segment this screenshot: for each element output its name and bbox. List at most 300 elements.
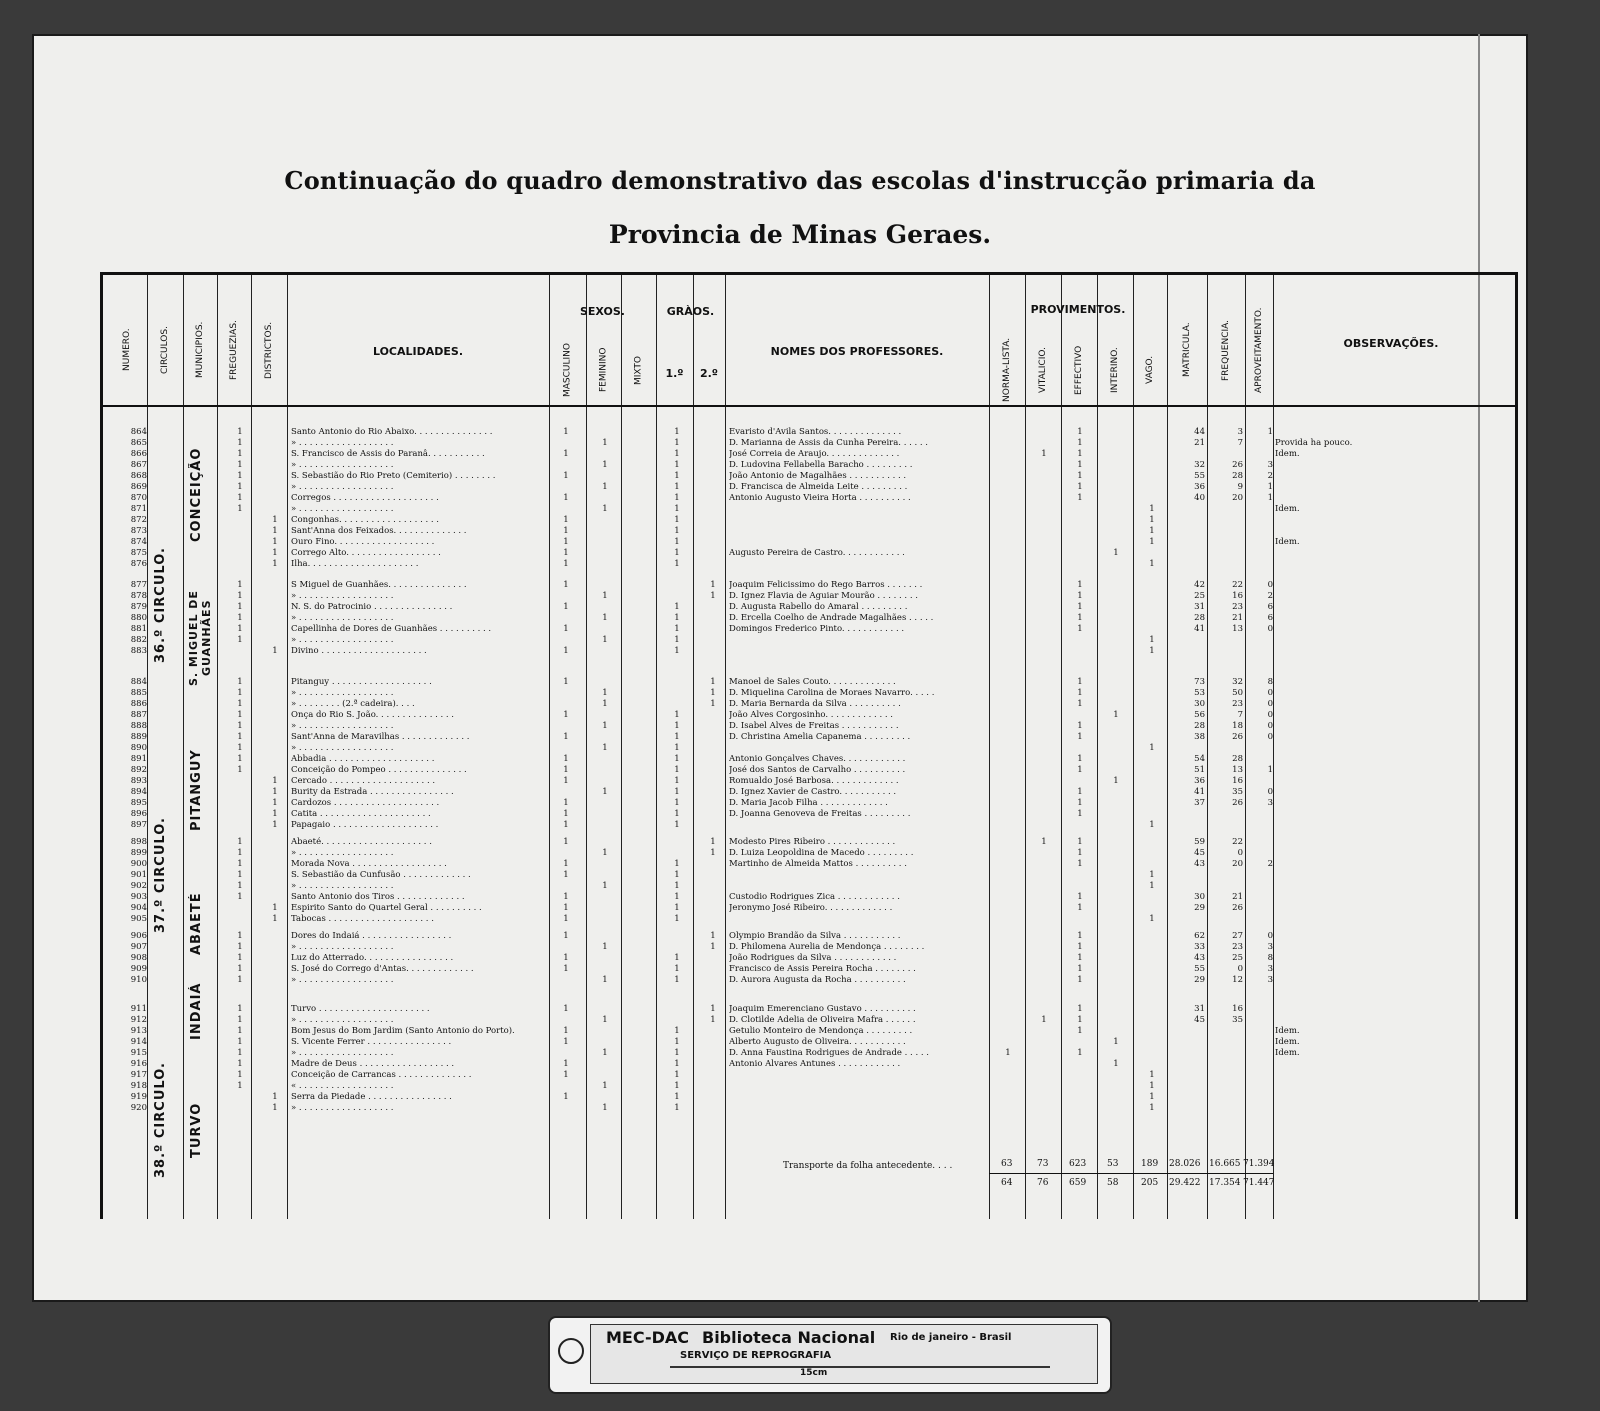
table-row — [103, 1103, 1509, 1113]
cell-loc: » . . . . . . . . . . . . . . . . . . — [291, 613, 394, 623]
cell-n: 896 — [130, 809, 147, 819]
cell-mat: 29 — [1194, 975, 1205, 985]
table-row — [103, 765, 1509, 775]
table-row — [103, 892, 1509, 902]
stamp-library: Biblioteca Nacional — [702, 1328, 876, 1347]
header-vitalicio: VITALICIO. — [1038, 347, 1048, 393]
table-row — [103, 438, 1509, 448]
cell-mat: 45 — [1194, 1015, 1205, 1025]
cell-n: 884 — [130, 677, 147, 687]
cell-ap: 3 — [1267, 964, 1273, 974]
cell-m: 1 — [563, 537, 569, 547]
cell-fr: 1 — [237, 493, 243, 503]
table-row — [103, 848, 1509, 858]
cell-g1: 1 — [674, 1070, 680, 1080]
table-row — [103, 699, 1509, 709]
table-row — [103, 931, 1509, 941]
table-row — [103, 1048, 1509, 1058]
cell-fr: 1 — [237, 460, 243, 470]
cell-ap: 6 — [1267, 602, 1273, 612]
cell-g1: 1 — [674, 515, 680, 525]
cell-fq: 32 — [1232, 677, 1243, 687]
cell-loc: Burity da Estrada . . . . . . . . . . . . . . . . — [291, 787, 454, 797]
cell-n: 866 — [130, 449, 147, 459]
table-row — [103, 1092, 1509, 1102]
cell-n: 888 — [130, 721, 147, 731]
cell-n: 892 — [130, 765, 147, 775]
cell-loc: Tabocas . . . . . . . . . . . . . . . . . . . . — [291, 914, 434, 924]
cell-n: 908 — [130, 953, 147, 963]
cell-fr: 1 — [237, 754, 243, 764]
header-observacoes: OBSERVAÇÕES. — [1343, 337, 1439, 350]
table-row — [103, 677, 1509, 687]
cell-loc: Corregos . . . . . . . . . . . . . . . . . . . . — [291, 493, 439, 503]
cell-di: 1 — [272, 537, 278, 547]
cell-ap: 0 — [1267, 624, 1273, 634]
cell-fq: 26 — [1232, 798, 1243, 808]
cell-n: 913 — [130, 1026, 147, 1036]
cell-prof: D. Augusta Rabello do Amaral . . . . . . . . . — [729, 602, 908, 612]
cell-f: 1 — [602, 591, 608, 601]
cell-di: 1 — [272, 914, 278, 924]
cell-ap: 2 — [1267, 859, 1273, 869]
cell-g1: 1 — [674, 646, 680, 656]
cell-g1: 1 — [674, 975, 680, 985]
cell-mat: 36 — [1194, 776, 1205, 786]
header-grau2: 2.º — [699, 367, 719, 380]
cell-prof: D. Anna Faustina Rodrigues de Andrade . . . . . — [729, 1048, 929, 1058]
cell-di: 1 — [272, 559, 278, 569]
cell-f: 1 — [602, 975, 608, 985]
cell-loc: S. Sebastião da Cunfusão . . . . . . . . . . . . . — [291, 870, 471, 880]
header-freguezias: FREGUEZIAS. — [229, 320, 239, 380]
cell-n: 909 — [130, 964, 147, 974]
cell-ap: 0 — [1267, 732, 1273, 742]
cell-fq: 28 — [1232, 754, 1243, 764]
cell-n: 910 — [130, 975, 147, 985]
cell-ef: 1 — [1077, 765, 1083, 775]
cell-m: 1 — [563, 602, 569, 612]
cell-fr: 1 — [237, 699, 243, 709]
cell-n: 864 — [130, 427, 147, 437]
cell-loc: » . . . . . . . . . . . . . . . . . . — [291, 635, 394, 645]
cell-prof: Antonio Alvares Antunes . . . . . . . . . . . . — [729, 1059, 901, 1069]
cell-prof: D. Christina Amelia Capanema . . . . . . . . . — [729, 732, 911, 742]
cell-loc: Santo Antonio dos Tiros . . . . . . . . . . . . . — [291, 892, 465, 902]
table-row — [103, 1026, 1509, 1036]
cell-va: 1 — [1149, 537, 1155, 547]
cell-loc: » . . . . . . . . . . . . . . . . . . — [291, 1048, 394, 1058]
cell-m: 1 — [563, 809, 569, 819]
cell-fr: 1 — [237, 635, 243, 645]
cell-ef: 1 — [1077, 438, 1083, 448]
cell-fq: 7 — [1237, 710, 1243, 720]
cell-fr: 1 — [237, 471, 243, 481]
cell-ef: 1 — [1077, 493, 1083, 503]
cell-mat: 55 — [1194, 964, 1205, 974]
cell-ef: 1 — [1077, 732, 1083, 742]
cell-g1: 1 — [674, 504, 680, 514]
table-row — [103, 776, 1509, 786]
cell-fr: 1 — [237, 688, 243, 698]
cell-n: 867 — [130, 460, 147, 470]
cell-g1: 1 — [674, 892, 680, 902]
cell-f: 1 — [602, 743, 608, 753]
stamp-service: SERVIÇO DE REPROGRAFIA — [680, 1350, 832, 1361]
cell-prof: Evaristo d'Avila Santos. . . . . . . . . . . . . . — [729, 427, 902, 437]
transporte-aproveitamento: 71.394 — [1243, 1159, 1275, 1169]
cell-fr: 1 — [237, 953, 243, 963]
cell-n: 900 — [130, 859, 147, 869]
cell-di: 1 — [272, 526, 278, 536]
cell-loc: » . . . . . . . . . . . . . . . . . . — [291, 1015, 394, 1025]
cell-mat: 43 — [1194, 859, 1205, 869]
cell-va: 1 — [1149, 1092, 1155, 1102]
cell-m: 1 — [563, 870, 569, 880]
group-conceicao: CONCEIÇÃO — [189, 447, 204, 543]
cell-g1: 1 — [674, 559, 680, 569]
cell-n: 899 — [130, 848, 147, 858]
cell-va: 1 — [1149, 870, 1155, 880]
table-row — [103, 820, 1509, 830]
group-turvo: TURVO — [189, 1102, 204, 1158]
cell-f: 1 — [602, 688, 608, 698]
cell-g1: 1 — [674, 438, 680, 448]
cell-ef: 1 — [1077, 754, 1083, 764]
total-effectivo: 659 — [1069, 1178, 1087, 1188]
cell-fq: 27 — [1232, 931, 1243, 941]
header-masculino: MASCULINO — [562, 343, 573, 397]
cell-n: 869 — [130, 482, 147, 492]
table-row — [103, 482, 1509, 492]
table-row — [103, 1081, 1509, 1091]
cell-loc: » . . . . . . . . . . . . . . . . . . — [291, 721, 394, 731]
table-row — [103, 914, 1509, 924]
cell-ap: 3 — [1267, 460, 1273, 470]
header-circulos: CIRCULOS. — [160, 326, 170, 374]
total-aproveitamento: 71.447 — [1243, 1178, 1275, 1188]
cell-g1: 1 — [674, 613, 680, 623]
cell-g2: 1 — [710, 1015, 716, 1025]
cell-fr: 1 — [237, 602, 243, 612]
cell-va: 1 — [1149, 504, 1155, 514]
table-row — [103, 591, 1509, 601]
cell-n: 893 — [130, 776, 147, 786]
cell-di: 1 — [272, 787, 278, 797]
cell-fq: 23 — [1232, 942, 1243, 952]
cell-n: 890 — [130, 743, 147, 753]
total-matricula: 29.422 — [1169, 1178, 1201, 1188]
cell-g1: 1 — [674, 635, 680, 645]
cell-g2: 1 — [710, 688, 716, 698]
cell-mat: 59 — [1194, 837, 1205, 847]
clip-icon — [558, 1338, 584, 1364]
cell-g1: 1 — [674, 471, 680, 481]
cell-loc: » . . . . . . . . . . . . . . . . . . — [291, 942, 394, 952]
cell-va: 1 — [1149, 646, 1155, 656]
cell-fq: 16 — [1232, 776, 1243, 786]
cell-ef: 1 — [1077, 688, 1083, 698]
cell-loc: « . . . . . . . . . . . . . . . . . . — [291, 1081, 394, 1091]
cell-no: 1 — [1005, 1048, 1011, 1058]
transporte-vago: 189 — [1141, 1159, 1159, 1169]
cell-n: 873 — [130, 526, 147, 536]
cell-g1: 1 — [674, 903, 680, 913]
total-interino: 58 — [1107, 1178, 1119, 1188]
cell-di: 1 — [272, 548, 278, 558]
cell-vi: 1 — [1041, 837, 1047, 847]
cell-fr: 1 — [237, 870, 243, 880]
table-row — [103, 537, 1509, 547]
cell-m: 1 — [563, 1070, 569, 1080]
cell-fr: 1 — [237, 975, 243, 985]
cell-vi: 1 — [1041, 1015, 1047, 1025]
cell-loc: Conceição de Carrancas . . . . . . . . . . . . . . — [291, 1070, 472, 1080]
table-row — [103, 710, 1509, 720]
group-indaia: INDAIÁ — [189, 982, 204, 1040]
cell-fr: 1 — [237, 859, 243, 869]
cell-prof: João Alves Corgosinho. . . . . . . . . . . . . — [729, 710, 893, 720]
cell-prof: Romualdo José Barbosa. . . . . . . . . . . . . — [729, 776, 899, 786]
cell-g1: 1 — [674, 1037, 680, 1047]
table-row — [103, 787, 1509, 797]
header-frequencia: FREQUENCIA. — [1221, 319, 1231, 381]
header-districtos: DISTRICTOS. — [264, 321, 274, 379]
cell-prof: D. Clotilde Adelia de Oliveira Mafra . . . . . . — [729, 1015, 916, 1025]
cell-fq: 26 — [1232, 460, 1243, 470]
cell-n: 877 — [130, 580, 147, 590]
cell-f: 1 — [602, 721, 608, 731]
cell-g1: 1 — [674, 881, 680, 891]
table-row — [103, 859, 1509, 869]
cell-m: 1 — [563, 526, 569, 536]
cell-fr: 1 — [237, 591, 243, 601]
cell-ef: 1 — [1077, 591, 1083, 601]
cell-f: 1 — [602, 1015, 608, 1025]
cell-va: 1 — [1149, 1103, 1155, 1113]
cell-loc: Abbadia . . . . . . . . . . . . . . . . . . . . — [291, 754, 435, 764]
cell-loc: S Miguel de Guanhães. . . . . . . . . . . . . . . — [291, 580, 467, 590]
cell-ap: 1 — [1267, 427, 1273, 437]
cell-va: 1 — [1149, 515, 1155, 525]
cell-g1: 1 — [674, 787, 680, 797]
cell-ef: 1 — [1077, 449, 1083, 459]
cell-loc: Sant'Anna de Maravilhas . . . . . . . . . . . . . — [291, 732, 470, 742]
cell-loc: Congonhas. . . . . . . . . . . . . . . . . . . — [291, 515, 440, 525]
cell-fq: 23 — [1232, 699, 1243, 709]
cell-obs: Idem. — [1275, 1026, 1300, 1036]
cell-fq: 35 — [1232, 787, 1243, 797]
cell-mat: 56 — [1194, 710, 1205, 720]
cell-g1: 1 — [674, 1103, 680, 1113]
cell-ap: 1 — [1267, 493, 1273, 503]
cell-m: 1 — [563, 677, 569, 687]
cell-prof: D. Ignez Xavier de Castro. . . . . . . . . . . — [729, 787, 897, 797]
cell-loc: S. José do Corrego d'Antas. . . . . . . . . . . . . — [291, 964, 474, 974]
cell-m: 1 — [563, 1026, 569, 1036]
cell-va: 1 — [1149, 914, 1155, 924]
cell-va: 1 — [1149, 881, 1155, 891]
cell-n: 878 — [130, 591, 147, 601]
cell-m: 1 — [563, 427, 569, 437]
cell-loc: Espirito Santo do Quartel Geral . . . . . . . . . . — [291, 903, 482, 913]
table-row — [103, 942, 1509, 952]
cell-prof: José dos Santos de Carvalho . . . . . . . . . . — [729, 765, 906, 775]
cell-prof: Domingos Frederico Pinto. . . . . . . . . . . . — [729, 624, 905, 634]
cell-in: 1 — [1113, 1037, 1119, 1047]
header-matricula: MATRICULA. — [1182, 322, 1192, 378]
cell-fq: 13 — [1232, 624, 1243, 634]
cell-ap: 0 — [1267, 931, 1273, 941]
cell-g1: 1 — [674, 870, 680, 880]
cell-m: 1 — [563, 548, 569, 558]
cell-loc: » . . . . . . . . . . . . . . . . . . — [291, 848, 394, 858]
group-abaete: ABAETÉ — [189, 892, 204, 956]
cell-ef: 1 — [1077, 699, 1083, 709]
cell-loc: Luz do Atterrado. . . . . . . . . . . . . . . . . — [291, 953, 454, 963]
table-row — [103, 602, 1509, 612]
cell-g1: 1 — [674, 537, 680, 547]
cell-ef: 1 — [1077, 1026, 1083, 1036]
cell-fq: 23 — [1232, 602, 1243, 612]
cell-g1: 1 — [674, 765, 680, 775]
cell-va: 1 — [1149, 526, 1155, 536]
table-row — [103, 975, 1509, 985]
cell-fr: 1 — [237, 1059, 243, 1069]
cell-mat: 29 — [1194, 903, 1205, 913]
cell-prof: Joaquim Emerenciano Gustavo . . . . . . . . . . — [729, 1004, 916, 1014]
table-row — [103, 646, 1509, 656]
cell-n: 917 — [130, 1070, 147, 1080]
cell-m: 1 — [563, 1059, 569, 1069]
transporte-label: Transporte da folha antecedente. . . . — [783, 1161, 953, 1171]
cell-ef: 1 — [1077, 975, 1083, 985]
cell-m: 1 — [563, 776, 569, 786]
cell-di: 1 — [272, 809, 278, 819]
cell-n: 897 — [130, 820, 147, 830]
cell-mat: 40 — [1194, 493, 1205, 503]
cell-fr: 1 — [237, 449, 243, 459]
table-row — [103, 881, 1509, 891]
cell-prof: Augusto Pereira de Castro. . . . . . . . . . . . — [729, 548, 905, 558]
cell-ef: 1 — [1077, 721, 1083, 731]
cell-fr: 1 — [237, 482, 243, 492]
cell-loc: Morada Nova . . . . . . . . . . . . . . . . . . — [291, 859, 447, 869]
cell-f: 1 — [602, 1103, 608, 1113]
cell-prof: D. Maria Bernarda da Silva . . . . . . . . . . — [729, 699, 901, 709]
header-provimentos: PROVIMENTOS. — [1030, 303, 1126, 316]
table-row — [103, 624, 1509, 634]
cell-mat: 62 — [1194, 931, 1205, 941]
cell-fq: 50 — [1232, 688, 1243, 698]
cell-ef: 1 — [1077, 613, 1083, 623]
cell-n: 880 — [130, 613, 147, 623]
cell-m: 1 — [563, 449, 569, 459]
cell-g1: 1 — [674, 754, 680, 764]
cell-m: 1 — [563, 837, 569, 847]
cell-n: 898 — [130, 837, 147, 847]
cell-g2: 1 — [710, 699, 716, 709]
cell-va: 1 — [1149, 635, 1155, 645]
cell-ef: 1 — [1077, 580, 1083, 590]
cell-prof: D. Ludovina Fellabella Baracho . . . . . . . . . — [729, 460, 913, 470]
cell-loc: Cardozos . . . . . . . . . . . . . . . . . . . . — [291, 798, 440, 808]
cell-va: 1 — [1149, 1070, 1155, 1080]
cell-obs: Idem. — [1275, 1048, 1300, 1058]
cell-n: 894 — [130, 787, 147, 797]
cell-n: 914 — [130, 1037, 147, 1047]
table-row — [103, 559, 1509, 569]
cell-g1: 1 — [674, 859, 680, 869]
cell-loc: Capellinha de Dores de Guanhães . . . . . . . . . . — [291, 624, 492, 634]
cell-m: 1 — [563, 1004, 569, 1014]
cell-n: 883 — [130, 646, 147, 656]
cell-ef: 1 — [1077, 482, 1083, 492]
table-row — [103, 427, 1509, 437]
cell-n: 891 — [130, 754, 147, 764]
cell-mat: 31 — [1194, 602, 1205, 612]
total-vago: 205 — [1141, 1178, 1159, 1188]
cell-mat: 43 — [1194, 953, 1205, 963]
cell-ef: 1 — [1077, 859, 1083, 869]
cell-prof: Modesto Pires Ribeiro . . . . . . . . . . . . . — [729, 837, 896, 847]
cell-g1: 1 — [674, 1026, 680, 1036]
cell-g1: 1 — [674, 1048, 680, 1058]
cell-m: 1 — [563, 964, 569, 974]
header-feminino: FEMININO — [598, 347, 609, 393]
cell-g1: 1 — [674, 953, 680, 963]
cell-loc: Bom Jesus do Bom Jardim (Santo Antonio do Porto). — [291, 1026, 515, 1036]
cell-g1: 1 — [674, 710, 680, 720]
cell-ef: 1 — [1077, 1015, 1083, 1025]
cell-prof: Custodio Rodrigues Zica . . . . . . . . . . . . — [729, 892, 900, 902]
cell-ef: 1 — [1077, 892, 1083, 902]
cell-loc: Conceição do Pompeo . . . . . . . . . . . . . . . — [291, 765, 467, 775]
cell-mat: 36 — [1194, 482, 1205, 492]
cell-fq: 7 — [1237, 438, 1243, 448]
cell-fq: 20 — [1232, 859, 1243, 869]
table-row — [103, 1037, 1509, 1047]
cell-ef: 1 — [1077, 903, 1083, 913]
transporte-vitalicio: 73 — [1037, 1159, 1049, 1169]
cell-va: 1 — [1149, 743, 1155, 753]
cell-fq: 3 — [1237, 427, 1243, 437]
cell-m: 1 — [563, 710, 569, 720]
cell-mat: 30 — [1194, 699, 1205, 709]
header-effectivo: EFFECTIVO — [1074, 345, 1084, 395]
cell-mat: 33 — [1194, 942, 1205, 952]
cell-di: 1 — [272, 515, 278, 525]
cell-obs: Idem. — [1275, 449, 1300, 459]
cell-f: 1 — [602, 504, 608, 514]
cell-mat: 41 — [1194, 624, 1205, 634]
schools-table — [100, 272, 1518, 1219]
cell-g2: 1 — [710, 848, 716, 858]
cell-f: 1 — [602, 460, 608, 470]
total-rule — [989, 1173, 1273, 1174]
cell-n: 919 — [130, 1092, 147, 1102]
cell-loc: » . . . . . . . . . . . . . . . . . . — [291, 504, 394, 514]
cell-di: 1 — [272, 1103, 278, 1113]
table-row — [103, 471, 1509, 481]
cell-ef: 1 — [1077, 1004, 1083, 1014]
cell-loc: S. Sebastião do Rio Preto (Cemiterio) . . . . . . . . — [291, 471, 496, 481]
cell-m: 1 — [563, 515, 569, 525]
cell-n: 918 — [130, 1081, 147, 1091]
header-rule — [103, 405, 1515, 407]
header-interino: INTERINO. — [1110, 347, 1120, 393]
header-mixto: MIXTO — [633, 355, 644, 385]
